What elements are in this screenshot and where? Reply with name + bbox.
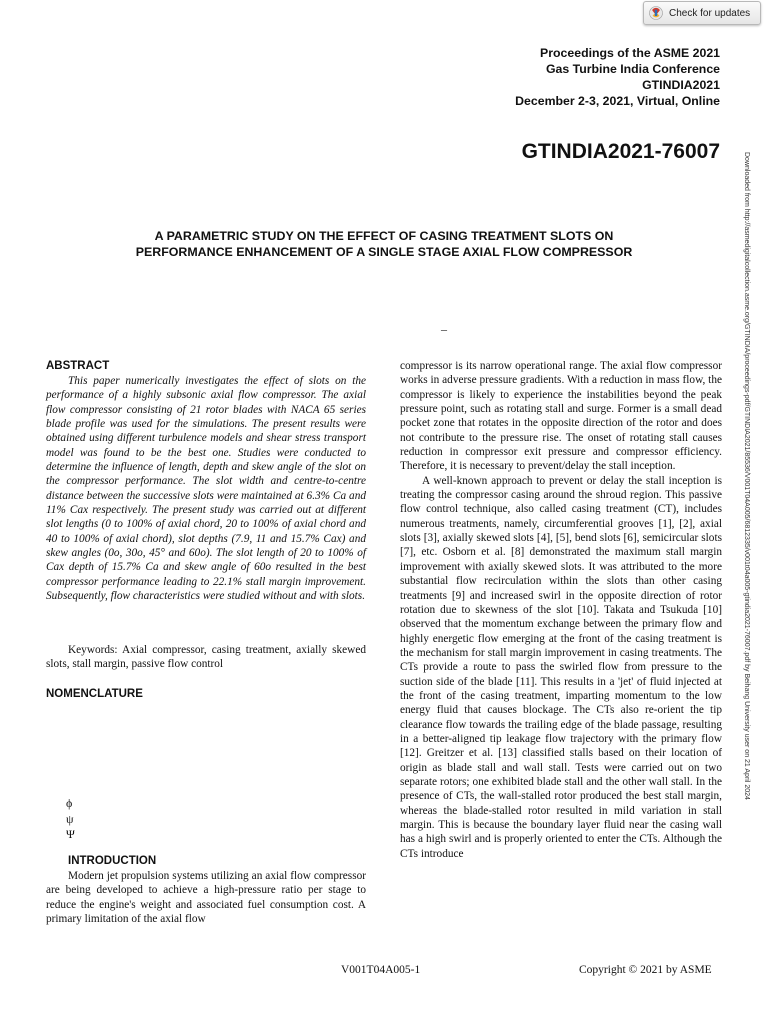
conference-line: Gas Turbine India Conference — [545, 62, 720, 76]
symbol-psi: ψ — [66, 811, 74, 826]
symbol-phi: ϕ — [66, 796, 73, 810]
nomenclature-symbols — [66, 796, 75, 843]
author-placeholder-dash: – — [441, 322, 447, 336]
body-paragraph-1: compressor is its narrow operational range. The axial flow compressor works in adverse pressure gradients. With a reduction in mass flow, the compressor is likely to experience the instabilities beyond the peak pressure point, such as rotating stall and surge. Former is a small dead pocket zone that rotates in the opposite direction of the rotor and does not contribute to the pressure rise. The onset of rotating stall causes reduction in compressor exit pressure and compressor efficiency. Therefore, it is necessary to prevent/delay the stall inception. — [400, 360, 722, 473]
nomenclature-heading: NOMENCLATURE — [46, 688, 143, 700]
abstract-paragraph: This paper numerically investigates the effect of slots on the performance of a highly subsonic axial flow compressor. The axial flow compressor consisting of 21 rotor blades with NACA 65 series blade profile was used for the simulations. The present results were obtained using different turbulence models and shear stress transport model was found to be the best one. Studies were conducted to determine the influence of length, depth and skew angle of the slot on the compressor performance. The slot width and centre-to-centre distance between the successive slots were maintained at 6.3% Ca and 11% Cax respectively. The present study was carried out at different slot lengths (0 to 100% of axial chord, 20 to 100% of axial chord and 40 to 100% of axial chord), slot depths (7.9, 11 and 15.7% Cax) and skew angles (0o, 30o, 45° and 60o). The slot length of 20 to 100% of Cax depth of 15.7% Ca and skew angle of 60o resulted in the best compressor performance leading to 22.1% stall margin improvement. Subsequently, flow characteristics were studied without and with slots. — [46, 375, 366, 603]
paper-title — [60, 228, 708, 260]
introduction-heading: INTRODUCTION — [68, 855, 157, 867]
date-location-line: December 2-3, 2021, Virtual, Online — [515, 94, 720, 108]
copyright: Copyright © 2021 by ASME — [579, 964, 712, 976]
page-id: V001T04A005-1 — [341, 964, 421, 976]
abstract-body — [46, 374, 366, 604]
download-watermark-text: Downloaded from http://asmedigitalcollection.asme.org/GTINDIA/proceedings-pdf/GTINDIA2021/85536/V001T04A005/6812335/v001t04a005-gtindia2021-76007.pdf by Beihang University user on 21 April 2024 — [743, 152, 750, 800]
crossmark-update-icon — [649, 6, 663, 20]
proceedings-header — [515, 45, 720, 109]
abstract-heading: ABSTRACT — [46, 360, 110, 372]
title-line-2: PERFORMANCE ENHANCEMENT OF A SINGLE STAGE AXIAL FLOW COMPRESSOR — [135, 245, 633, 259]
symbol-psi-capital: Ψ — [66, 827, 75, 841]
body-paragraph-2: A well-known approach to prevent or delay the stall inception is treating the compressor casing around the shroud region. This passive flow control technique, also called casing treatment (CT), includes numerous treatments, namely, circumferential grooves [1], [2], axial slots [3], axially skewed slots [4], [5], bend slots [6], semicircular slots [7], etc. Osborn et al. [8] demonstrated the maximum stall margin improvement with axially skewed slots. It was attributed to the more substantial flow recirculation within the slots than other casing treatments [9] and increased swirl in the opposite direction of rotor rotation due to skewness of the slot [10]. Takata and Tsukuda [10] observed that the momentum exchange between the primary flow and highly energetic flow emerging at the front of the casing treatment is the mechanism for stall margin improvement in casing treatments. The CTs provide a route to pass the swirled flow from pressure to the suction side of the blade [11]. This results in a 'jet' of fluid injected at the front of the casing treatment, imparting momentum to the low energy fluid that causes blockage. The CTs also re-orient the tip clearance flow towards the trailing edge of the blade passage, resulting in a better-aligned tip leakage flow trajectory with the primary flow [12]. Greitzer et al. [13] classified stalls based on their location of origin as blade stall and wall stall. Tests were carried out on two separate rotors; one exhibited blade stall and the other wall stall. In the presence of CTs, the wall-stalled rotor produced the best stall margin, whereas the blade-stalled rotor resulted in mild variation in stall margin. This is because the boundary layer fluid near the casing wall has a high swirl and is properly oriented to enter the CTs. Although the CTs introduce — [400, 474, 722, 860]
keywords — [46, 643, 366, 672]
keywords-paragraph: Keywords: Axial compressor, casing treatment, axially skewed slots, stall margin, passive flow control — [46, 644, 366, 671]
download-watermark — [741, 152, 751, 1012]
right-column — [400, 359, 722, 861]
title-line-1: A PARAMETRIC STUDY ON THE EFFECT OF CASING TREATMENT SLOTS ON — [154, 229, 614, 243]
paper-code: GTINDIA2021-76007 — [521, 140, 720, 163]
check-for-updates-button[interactable] — [643, 1, 761, 25]
introduction-paragraph: Modern jet propulsion systems utilizing an axial flow compressor are being developed to achieve a high-pressure ratio per stage to reduce the engine's weight and associated fuel consumption cost. A primary limitation of the axial flow — [46, 870, 366, 926]
conference-code-line: GTINDIA2021 — [642, 78, 720, 92]
check-for-updates-label: Check for updates — [669, 7, 751, 19]
introduction-body — [46, 869, 366, 926]
proceedings-line: Proceedings of the ASME 2021 — [540, 46, 720, 60]
